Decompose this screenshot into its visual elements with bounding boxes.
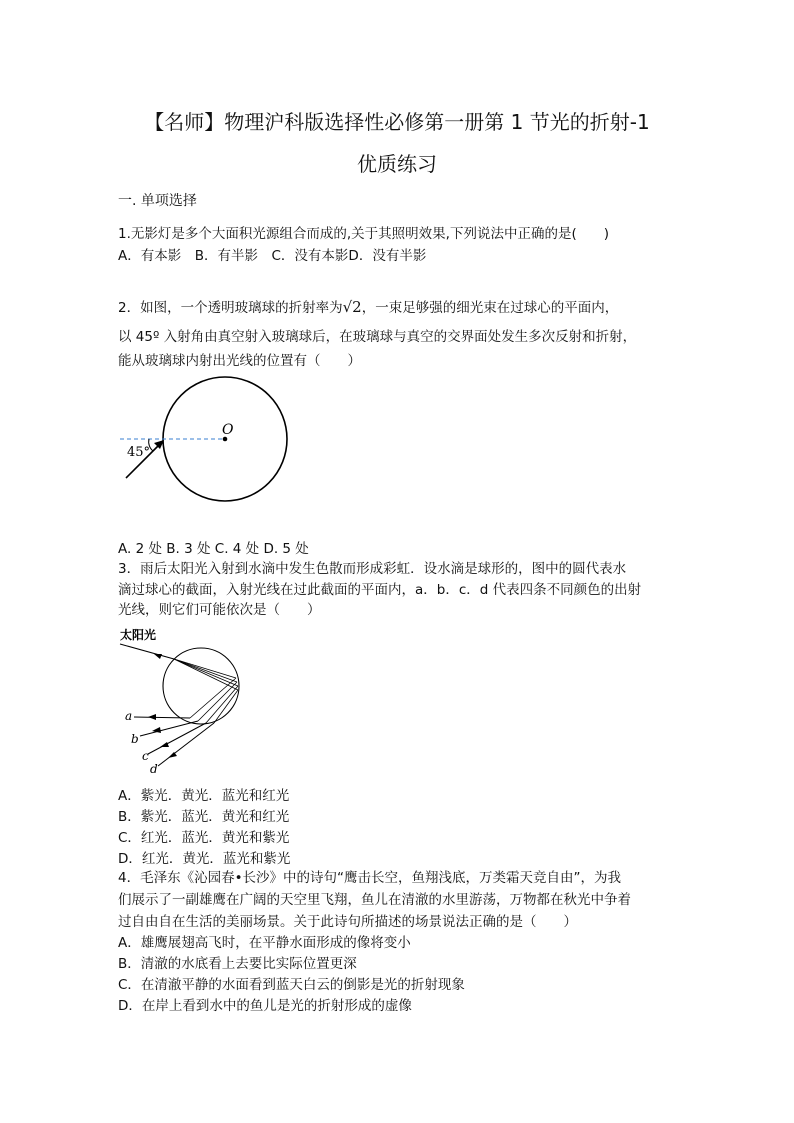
internal-ray-2: [174, 659, 237, 682]
q3-stem-line2: 滴过球心的截面，入射光线在过此截面的平面内，a．b．c．d 代表四条不同颜色的出射: [118, 582, 642, 598]
exit-ray-c: [148, 723, 206, 754]
q3-stem-line1: 3．雨后太阳光入射到水滴中发生色散而形成彩虹．设水滴是球形的，图中的圆代表水: [118, 561, 627, 577]
glass-sphere-figure: [118, 378, 318, 518]
raindrop-figure: [118, 626, 258, 776]
q4-stem-line3: 过自由自在生活的美丽场景。关于此诗句所描述的场景说法正确的是（ ）: [118, 914, 577, 930]
sunlight-label: 太阳光: [120, 628, 157, 642]
q3-option-b: B．紫光．蓝光．黄光和红光: [118, 809, 290, 825]
ray-label-a: a: [125, 709, 133, 723]
internal-ray-4: [174, 659, 238, 690]
q3-option-c: C．红光．蓝光．黄光和紫光: [118, 830, 290, 846]
angle-label: 45°: [127, 445, 151, 460]
q2-stem-b: ，一束足够强的细光束在过球心的平面内，: [361, 300, 619, 316]
q2-stem-a: 2．如图，一个透明玻璃球的折射率为: [118, 300, 343, 316]
exit-ray-a: [134, 717, 190, 718]
q2-options: A. 2 处 B. 3 处 C. 4 处 D. 5 处: [118, 541, 309, 557]
reflected-ray-2: [198, 682, 237, 721]
q3-option-d: D．红光．黄光．蓝光和紫光: [118, 851, 291, 867]
q4-stem-line2: 们展示了一副雄鹰在广阔的天空里飞翔，鱼儿在清澈的水里游荡，万物都在秋光中争着: [118, 892, 631, 908]
q2-stem-line2: 以 45º 入射角由真空射入玻璃球后，在玻璃球与真空的交界面处发生多次反射和折射，: [118, 329, 637, 345]
q3-stem-line3: 光线，则它们可能依次是（ ）: [118, 602, 321, 618]
q3-option-a: A．紫光．黄光．蓝光和红光: [118, 788, 290, 804]
ray-label-b: b: [131, 732, 139, 746]
ray-label-d: d: [150, 762, 158, 776]
q4-option-a: A．雄鹰展翅高飞时，在平静水面形成的像将变小: [118, 935, 411, 951]
reflected-ray-4: [214, 690, 238, 723]
q4-option-b: B．清澈的水底看上去要比实际位置更深: [118, 956, 357, 972]
exit-ray-b: [140, 721, 198, 736]
q4-stem-line1: 4．毛泽东《沁园春•长沙》中的诗句“鹰击长空，鱼翔浅底，万类霜天竞自由”，为我: [118, 870, 622, 886]
q2-stem-line1: [118, 296, 618, 316]
arrowhead-c: [160, 742, 169, 747]
incident-sunlight-ray: [120, 644, 174, 659]
q4-option-d: D．在岸上看到水中的鱼儿是光的折射形成的虚像: [118, 998, 412, 1014]
doc-title-line1: 【名师】物理沪科版选择性必修第一册第 1 节光的折射-1: [144, 110, 650, 134]
arrowhead-a: [148, 714, 156, 720]
ray-label-c: c: [142, 749, 149, 763]
q4-option-c: C．在清澈平静的水面看到蓝天白云的倒影是光的折射现象: [118, 977, 465, 993]
q1-stem: 1.无影灯是多个大面积光源组合而成的,关于其照明效果,下列说法中正确的是( ): [118, 226, 609, 242]
internal-ray-1: [174, 659, 236, 678]
section-heading: 一. 单项选择: [118, 193, 197, 209]
internal-ray-3: [174, 659, 238, 686]
sqrt2-symbol: √2: [342, 298, 362, 316]
center-label: O: [222, 422, 234, 438]
doc-title-line2: 优质练习: [357, 152, 437, 176]
q1-options: A．有本影 B．有半影 C．没有本影D．没有半影: [118, 248, 427, 264]
q2-stem-line3: 能从玻璃球内射出光线的位置有（ ）: [118, 353, 361, 369]
sunlight-arrowhead: [154, 654, 162, 659]
